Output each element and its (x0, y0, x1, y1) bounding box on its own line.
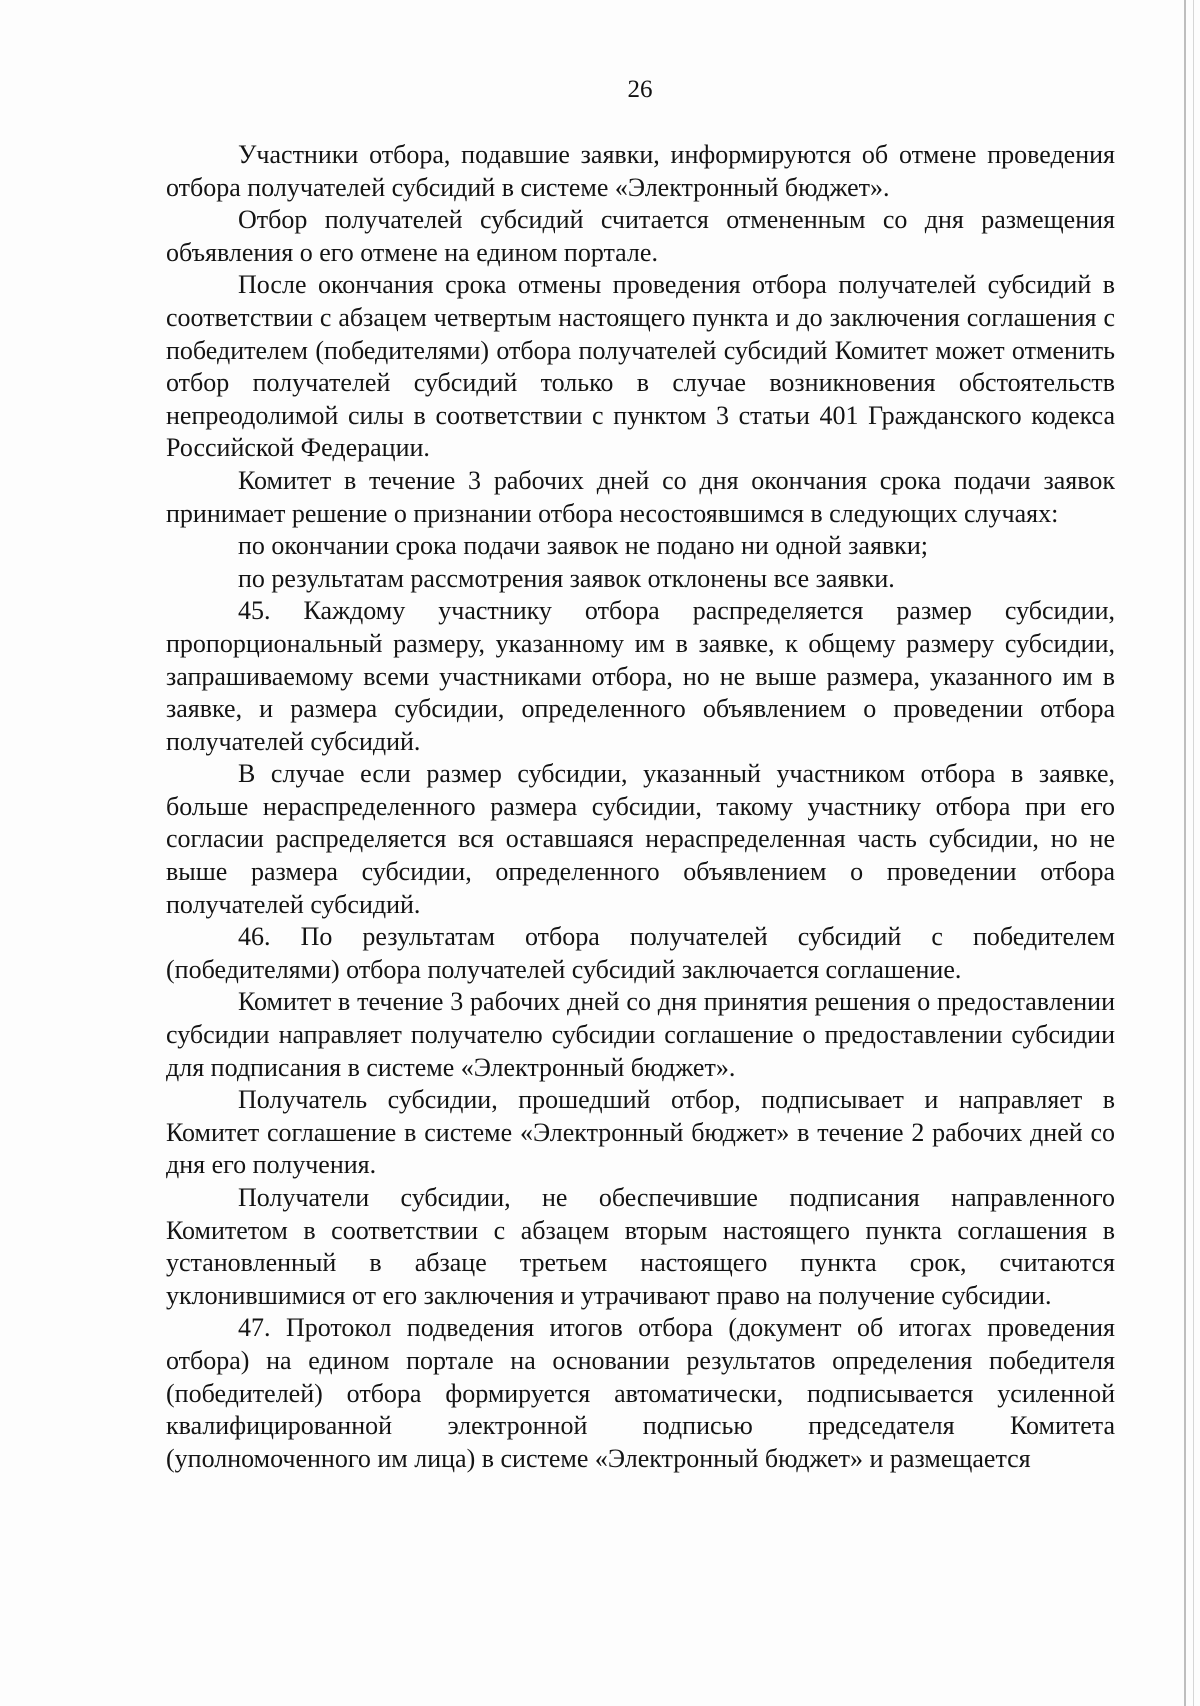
page-number: 26 (627, 76, 653, 103)
paragraph-item-46: 46. По результатам отбора получателей субсидий с победителем (победителями) отбора получателей субсидий заключается соглашение. (166, 922, 1115, 984)
paragraph-item-45: 45. Каждому участнику отбора распределяется размер субсидии, пропорциональный размеру, указанному им в заявке, к общему размеру субсидии, запрашиваемому всеми участниками отбора, но не выше размера, указанного им в заявке, и размера субсидии, определенного объявлением о проведении отбора получателей субсидий. (166, 596, 1115, 756)
paragraph-force-majeure: После окончания срока отмены проведения отбора получателей субсидий в соответствии с абзацем четвертым настоящего пункта и до заключения соглашения с победителем (победителями) отбора получателей субсидий Комитет может отменить отбор получателей субсидий только в случае возникновения обстоятельств непреодолимой силы в соответствии с пунктом 3 статьи 401 Гражданского кодекса Российской Федерации. (166, 270, 1115, 463)
paragraph-evasion: Получатели субсидии, не обеспечившие подписания направленного Комитетом в соответствии с абзацем вторым настоящего пункта соглашения в установленный в абзаце третьем настоящего пункта срок, считаются уклонившимися от его заключения и утрачивают право на получение субсидии. (166, 1183, 1115, 1310)
paragraph-failed-selection: Комитет в течение 3 рабочих дней со дня окончания срока подачи заявок принимает решение о признании отбора несостоявшимся в следующих случаях: (166, 465, 1115, 528)
scan-edge-line-outer (1193, 0, 1194, 1706)
document-body (166, 139, 1115, 1475)
paragraph-cancellation-date: Отбор получателей субсидий считается отмененным со дня размещения объявления о его отмене на едином портале. (166, 205, 1115, 267)
paragraph-no-applications: по окончании срока подачи заявок не подано ни одной заявки; (238, 531, 928, 561)
paragraph-remaining-subsidy: В случае если размер субсидии, указанный участником отбора в заявке, больше нераспределенного размера субсидии, такому участнику отбора при его согласии распределяется вся оставшаяся нераспределенная часть субсидии, но не выше размера субсидии, определенного объявлением о проведении отбора получателей субсидий. (166, 759, 1115, 919)
paragraph-agreement-sending: Комитет в течение 3 рабочих дней со дня принятия решения о предоставлении субсидии направляет получателю субсидии соглашение о предоставлении субсидии для подписания в системе «Электронный бюджет». (166, 987, 1115, 1082)
paragraph-agreement-signing: Получатель субсидии, прошедший отбор, подписывает и направляет в Комитет соглашение в системе «Электронный бюджет» в течение 2 рабочих дней со дня его получения. (166, 1085, 1115, 1180)
paragraph-cancellation-notice: Участники отбора, подавшие заявки, информируются об отмене проведения отбора получателей субсидий в системе «Электронный бюджет». (166, 140, 1115, 202)
paragraph-item-47: 47. Протокол подведения итогов отбора (документ об итогах проведения отбора) на едином портале на основании результатов определения победителя (победителей) отбора формируется автоматически, подписывается усиленной квалифицированной электронной подписью председателя Комитета (уполномоченного им лица) в системе «Электронный бюджет» и размещается (166, 1313, 1115, 1473)
paragraph-all-rejected: по результатам рассмотрения заявок отклонены все заявки. (238, 563, 895, 593)
scan-edge-line (1184, 0, 1186, 1706)
